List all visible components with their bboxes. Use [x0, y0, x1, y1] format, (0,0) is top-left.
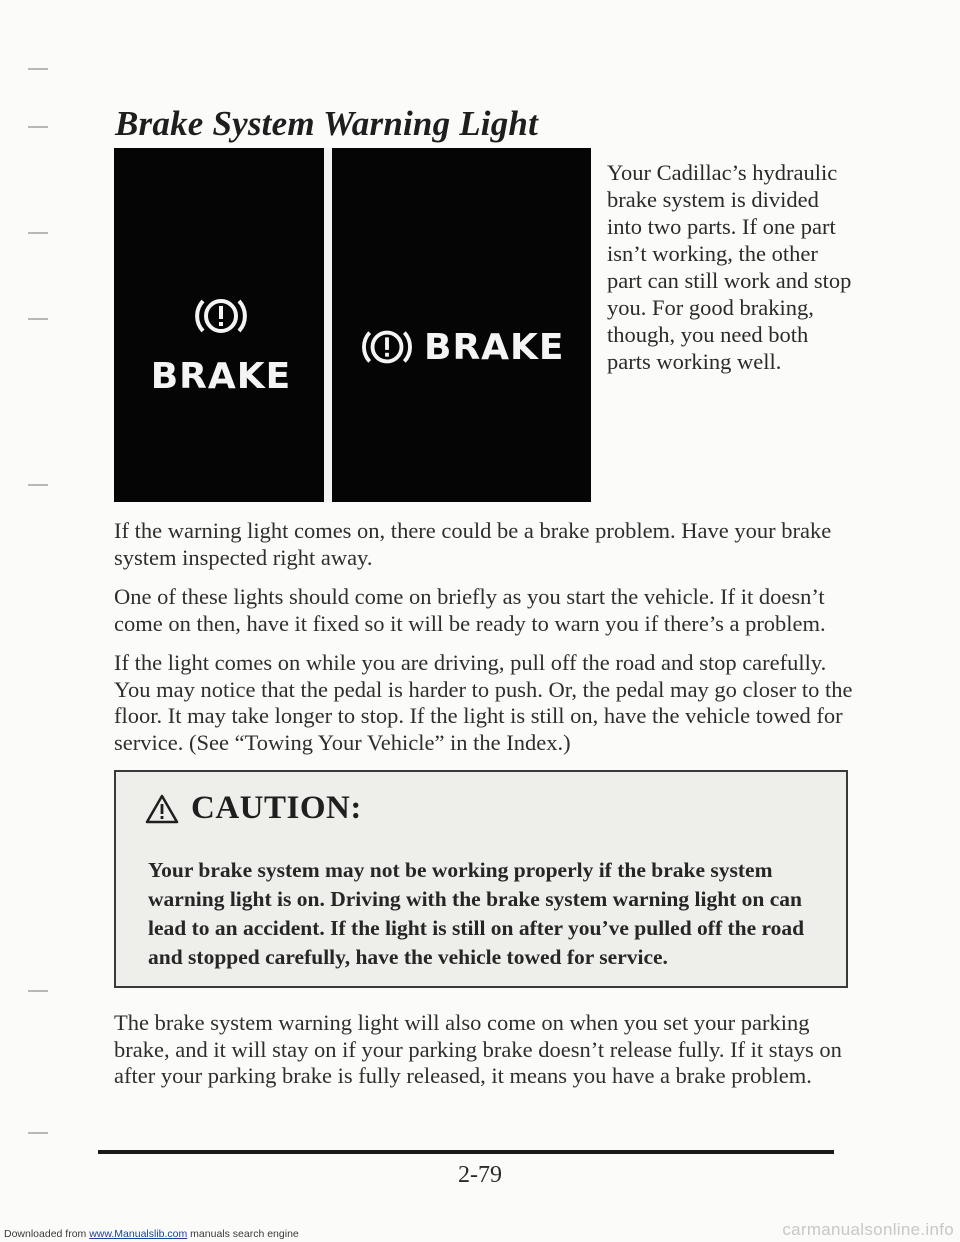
footer-rule	[98, 1150, 834, 1154]
left-brake-label: BRAKE	[150, 356, 292, 397]
paragraph-3: If the light comes on while you are driving, pull off the road and stop carefully. You may notice that the pedal is harder to push. Or, the pedal may go closer to the floor. It may take longer to stop. If the light is still on, have the vehicle towed for service. (See “Towing Your Vehicle” in the Index.)	[114, 650, 853, 755]
caution-box	[114, 770, 848, 988]
margin-tick	[28, 990, 48, 992]
margin-tick	[28, 484, 48, 486]
paragraph-2: One of these lights should come on briefly as you start the vehicle. If it doesn’t come on then, have it fixed so it will be ready to warn you if there’s a problem.	[114, 584, 826, 636]
download-prefix: Downloaded from	[4, 1228, 90, 1240]
manualslib-link[interactable]: www.Manualslib.com	[89, 1228, 188, 1240]
right-brake-lamp	[360, 320, 565, 374]
brake-warning-icon	[193, 288, 249, 344]
right-brake-label: BRAKE	[424, 326, 565, 368]
margin-tick	[28, 232, 48, 234]
download-suffix: manuals search engine	[187, 1228, 299, 1240]
margin-tick	[28, 126, 48, 128]
page-title: Brake System Warning Light	[115, 104, 539, 143]
download-notice	[4, 1228, 299, 1240]
page-number: 2-79	[458, 1162, 502, 1188]
paragraph-4: The brake system warning light will also come on when you set your parking brake, and it will stay on if your parking brake doesn’t release fully. If it stays on after your parking brake is fully released, it means you have a brake problem.	[114, 1010, 842, 1088]
warning-triangle-icon	[145, 794, 179, 824]
caution-header	[145, 790, 362, 827]
figure-divider	[324, 148, 332, 502]
caution-title: CAUTION:	[191, 790, 362, 826]
brake-lights-figure	[114, 148, 591, 502]
margin-tick	[28, 1132, 48, 1134]
watermark: carmanualsonline.info	[782, 1220, 954, 1239]
left-brake-lamp	[136, 288, 306, 397]
margin-tick	[28, 318, 48, 320]
caution-text: Your brake system may not be working properly if the brake system warning light is on. Driving with the brake system warning light on can lead to an accident. If the light is still on after you’ve pulled off the road and stopped carefully, have the vehicle towed for service.	[148, 858, 805, 969]
side-paragraph: Your Cadillac’s hydraulic brake system is divided into two parts. If one part isn’t working, the other part can still work and stop you. For good braking, though, you need both parts working well.	[607, 160, 852, 374]
brake-warning-icon	[360, 320, 414, 374]
margin-tick	[28, 68, 48, 70]
paragraph-1: If the warning light comes on, there could be a brake problem. Have your brake system inspected right away.	[114, 518, 832, 570]
